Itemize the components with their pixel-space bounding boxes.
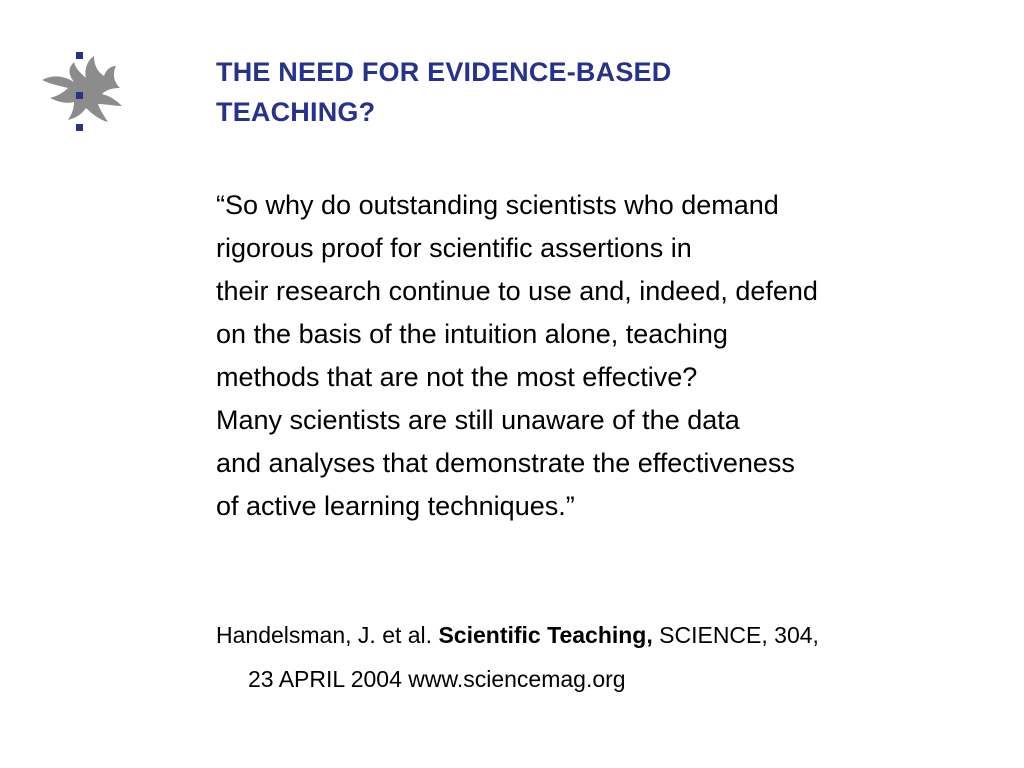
- quote-block: [216, 184, 1006, 528]
- quote-line: “So why do outstanding scientists who demand: [216, 190, 779, 220]
- citation-date-url: 23 APRIL 2004 www.sciencemag.org: [248, 666, 626, 692]
- title-line-2: TEACHING?: [216, 97, 376, 127]
- quote-line: methods that are not the most effective?: [216, 362, 698, 392]
- citation-journal: SCIENCE, 304,: [652, 622, 819, 648]
- title-line-1: THE NEED FOR EVIDENCE-BASED: [216, 57, 672, 87]
- quote-line: and analyses that demonstrate the effectiveness: [216, 448, 795, 478]
- citation-line-1: [216, 613, 1006, 657]
- citation-authors: Handelsman, J. et al.: [216, 622, 439, 648]
- quote-line: rigorous proof for scientific assertions in: [216, 233, 692, 263]
- citation: [216, 613, 1006, 701]
- flame-emblem-icon: [34, 44, 130, 140]
- quote-line: of active learning techniques.”: [216, 491, 575, 521]
- quote-line: on the basis of the intuition alone, teaching: [216, 319, 728, 349]
- quote-line: their research continue to use and, indeed, defend: [216, 276, 818, 306]
- slide-title: [216, 52, 976, 132]
- quote-line: Many scientists are still unaware of the data: [216, 405, 740, 435]
- citation-article-title: Scientific Teaching,: [438, 622, 653, 648]
